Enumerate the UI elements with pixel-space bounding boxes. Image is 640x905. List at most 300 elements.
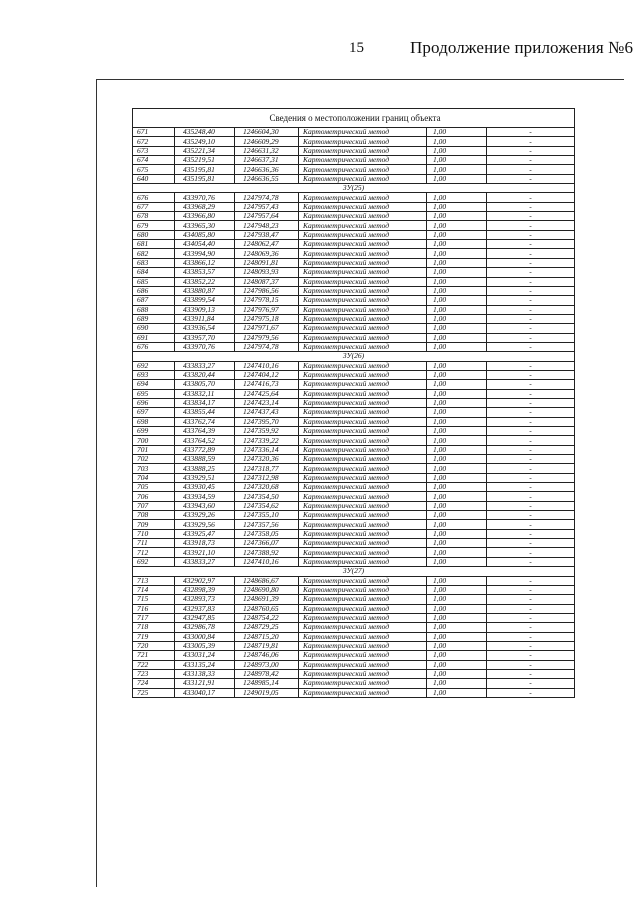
coordinate-y-cell: 1248093,93	[235, 268, 299, 277]
table-row	[133, 258, 575, 267]
point-number-cell: 715	[133, 595, 175, 604]
table-row	[133, 427, 575, 436]
precision-cell: 1,00	[427, 380, 487, 389]
table-row	[133, 128, 575, 137]
coordinate-y-cell: 1248729,25	[235, 623, 299, 632]
coordinate-x-cell: 434054,40	[175, 240, 235, 249]
precision-cell: 1,00	[427, 156, 487, 165]
coordinate-x-cell: 433880,87	[175, 286, 235, 295]
coordinate-y-cell: 1247423,14	[235, 398, 299, 407]
point-number-cell: 674	[133, 156, 175, 165]
precision-cell: 1,00	[427, 445, 487, 454]
point-number-cell: 689	[133, 314, 175, 323]
coordinate-y-cell: 1246604,30	[235, 128, 299, 137]
method-cell: Картометрический метод	[299, 296, 427, 305]
coordinate-x-cell: 433929,26	[175, 511, 235, 520]
precision-cell: 1,00	[427, 249, 487, 258]
method-cell: Картометрический метод	[299, 277, 427, 286]
description-cell: -	[487, 520, 575, 529]
description-cell: -	[487, 604, 575, 613]
point-number-cell: 680	[133, 230, 175, 239]
method-cell: Картометрический метод	[299, 679, 427, 688]
coordinate-y-cell: 1247339,22	[235, 436, 299, 445]
point-number-cell: 678	[133, 212, 175, 221]
point-number-cell: 694	[133, 380, 175, 389]
coordinate-y-cell: 1247974,78	[235, 193, 299, 202]
description-cell: -	[487, 679, 575, 688]
method-cell: Картометрический метод	[299, 520, 427, 529]
table-row	[133, 520, 575, 529]
description-cell: -	[487, 277, 575, 286]
point-number-cell: 640	[133, 174, 175, 183]
coordinate-y-cell: 1248973,00	[235, 660, 299, 669]
point-number-cell: 723	[133, 669, 175, 678]
coordinate-x-cell: 433834,17	[175, 398, 235, 407]
table-row	[133, 641, 575, 650]
coordinate-x-cell: 433833,27	[175, 557, 235, 566]
method-cell: Картометрический метод	[299, 557, 427, 566]
coordinate-x-cell: 432893,73	[175, 595, 235, 604]
table-row	[133, 268, 575, 277]
coordinate-x-cell: 432947,85	[175, 613, 235, 622]
table-row	[133, 473, 575, 482]
method-cell: Картометрический метод	[299, 548, 427, 557]
precision-cell: 1,00	[427, 511, 487, 520]
method-cell: Картометрический метод	[299, 156, 427, 165]
coordinate-x-cell: 433968,29	[175, 202, 235, 211]
table-row	[133, 408, 575, 417]
coordinate-y-cell: 1248091,81	[235, 258, 299, 267]
description-cell: -	[487, 408, 575, 417]
coordinate-y-cell: 1247358,05	[235, 529, 299, 538]
method-cell: Картометрический метод	[299, 595, 427, 604]
method-cell: Картометрический метод	[299, 389, 427, 398]
coordinate-y-cell: 1246636,36	[235, 165, 299, 174]
point-number-cell: 691	[133, 333, 175, 342]
coordinate-y-cell: 1248690,80	[235, 585, 299, 594]
coordinate-y-cell: 1247336,14	[235, 445, 299, 454]
coordinate-y-cell: 1247354,62	[235, 501, 299, 510]
description-cell: -	[487, 511, 575, 520]
section-label: 3У(25)	[133, 184, 575, 193]
table-row	[133, 286, 575, 295]
coordinate-y-cell: 1248719,81	[235, 641, 299, 650]
method-cell: Картометрический метод	[299, 660, 427, 669]
coordinate-x-cell: 433929,51	[175, 473, 235, 482]
point-number-cell: 714	[133, 585, 175, 594]
description-cell: -	[487, 669, 575, 678]
method-cell: Картометрический метод	[299, 473, 427, 482]
table-row	[133, 436, 575, 445]
appendix-title: Продолжение приложения №6	[410, 38, 634, 57]
coordinate-y-cell: 1247320,68	[235, 483, 299, 492]
method-cell: Картометрический метод	[299, 427, 427, 436]
coordinate-y-cell: 1248686,67	[235, 576, 299, 585]
table-row	[133, 557, 575, 566]
point-number-cell: 702	[133, 455, 175, 464]
description-cell: -	[487, 333, 575, 342]
method-cell: Картометрический метод	[299, 221, 427, 230]
method-cell: Картометрический метод	[299, 417, 427, 426]
table-row	[133, 277, 575, 286]
method-cell: Картометрический метод	[299, 669, 427, 678]
precision-cell: 1,00	[427, 483, 487, 492]
coordinate-x-cell: 433832,11	[175, 389, 235, 398]
table-row	[133, 492, 575, 501]
precision-cell: 1,00	[427, 361, 487, 370]
method-cell: Картометрический метод	[299, 240, 427, 249]
description-cell: -	[487, 539, 575, 548]
section-label: 3У(27)	[133, 567, 575, 576]
coordinate-y-cell: 1247320,36	[235, 455, 299, 464]
description-cell: -	[487, 193, 575, 202]
description-cell: -	[487, 156, 575, 165]
description-cell: -	[487, 268, 575, 277]
table-row	[133, 623, 575, 632]
point-number-cell: 707	[133, 501, 175, 510]
method-cell: Картометрический метод	[299, 333, 427, 342]
coordinate-x-cell: 433957,70	[175, 333, 235, 342]
point-number-cell: 696	[133, 398, 175, 407]
coordinate-y-cell: 1248746,06	[235, 651, 299, 660]
precision-cell: 1,00	[427, 539, 487, 548]
coordinate-y-cell: 1247975,18	[235, 314, 299, 323]
description-cell: -	[487, 641, 575, 650]
coordinate-y-cell: 1247978,15	[235, 296, 299, 305]
precision-cell: 1,00	[427, 370, 487, 379]
point-number-cell: 706	[133, 492, 175, 501]
point-number-cell: 719	[133, 632, 175, 641]
precision-cell: 1,00	[427, 342, 487, 351]
method-cell: Картометрический метод	[299, 641, 427, 650]
method-cell: Картометрический метод	[299, 464, 427, 473]
coordinate-y-cell: 1247404,12	[235, 370, 299, 379]
method-cell: Картометрический метод	[299, 146, 427, 155]
method-cell: Картометрический метод	[299, 305, 427, 314]
coordinate-y-cell: 1247437,43	[235, 408, 299, 417]
description-cell: -	[487, 230, 575, 239]
coordinate-x-cell: 433925,47	[175, 529, 235, 538]
point-number-cell: 698	[133, 417, 175, 426]
point-number-cell: 676	[133, 193, 175, 202]
coordinate-x-cell: 435195,81	[175, 174, 235, 183]
coordinate-x-cell: 433943,60	[175, 501, 235, 510]
table-row	[133, 165, 575, 174]
precision-cell: 1,00	[427, 417, 487, 426]
description-cell: -	[487, 501, 575, 510]
precision-cell: 1,00	[427, 585, 487, 594]
coordinate-y-cell: 1248760,65	[235, 604, 299, 613]
table-row	[133, 324, 575, 333]
coordinate-y-cell: 1247312,98	[235, 473, 299, 482]
coordinate-y-cell: 1248985,14	[235, 679, 299, 688]
precision-cell: 1,00	[427, 193, 487, 202]
precision-cell: 1,00	[427, 427, 487, 436]
table-row	[133, 529, 575, 538]
coordinate-x-cell: 433121,91	[175, 679, 235, 688]
precision-cell: 1,00	[427, 473, 487, 482]
description-cell: -	[487, 202, 575, 211]
precision-cell: 1,00	[427, 548, 487, 557]
table-row	[133, 370, 575, 379]
coordinate-y-cell: 1247354,50	[235, 492, 299, 501]
table-row	[133, 240, 575, 249]
precision-cell: 1,00	[427, 632, 487, 641]
coordinate-x-cell: 432986,78	[175, 623, 235, 632]
method-cell: Картометрический метод	[299, 165, 427, 174]
table-row	[133, 333, 575, 342]
method-cell: Картометрический метод	[299, 314, 427, 323]
method-cell: Картометрический метод	[299, 408, 427, 417]
description-cell: -	[487, 576, 575, 585]
point-number-cell: 693	[133, 370, 175, 379]
table-row	[133, 511, 575, 520]
point-number-cell: 717	[133, 613, 175, 622]
coordinate-y-cell: 1248062,47	[235, 240, 299, 249]
description-cell: -	[487, 249, 575, 258]
method-cell: Картометрический метод	[299, 137, 427, 146]
section-row	[133, 184, 575, 193]
description-cell: -	[487, 455, 575, 464]
precision-cell: 1,00	[427, 455, 487, 464]
method-cell: Картометрический метод	[299, 249, 427, 258]
section-row	[133, 567, 575, 576]
point-number-cell: 677	[133, 202, 175, 211]
precision-cell: 1,00	[427, 277, 487, 286]
description-cell: -	[487, 286, 575, 295]
precision-cell: 1,00	[427, 408, 487, 417]
point-number-cell: 721	[133, 651, 175, 660]
method-cell: Картометрический метод	[299, 398, 427, 407]
table-row	[133, 296, 575, 305]
description-cell: -	[487, 492, 575, 501]
description-cell: -	[487, 380, 575, 389]
table-row	[133, 398, 575, 407]
coordinate-x-cell: 433040,17	[175, 688, 235, 697]
point-number-cell: 687	[133, 296, 175, 305]
description-cell: -	[487, 417, 575, 426]
method-cell: Картометрический метод	[299, 651, 427, 660]
coordinate-x-cell: 433970,76	[175, 342, 235, 351]
precision-cell: 1,00	[427, 557, 487, 566]
precision-cell: 1,00	[427, 128, 487, 137]
coordinate-y-cell: 1246631,32	[235, 146, 299, 155]
coordinate-x-cell: 433994,90	[175, 249, 235, 258]
point-number-cell: 685	[133, 277, 175, 286]
table-row	[133, 679, 575, 688]
precision-cell: 1,00	[427, 296, 487, 305]
table-row	[133, 212, 575, 221]
coordinate-x-cell: 433930,45	[175, 483, 235, 492]
description-cell: -	[487, 240, 575, 249]
method-cell: Картометрический метод	[299, 539, 427, 548]
precision-cell: 1,00	[427, 651, 487, 660]
description-cell: -	[487, 483, 575, 492]
point-number-cell: 688	[133, 305, 175, 314]
coordinate-y-cell: 1247957,64	[235, 212, 299, 221]
method-cell: Картометрический метод	[299, 212, 427, 221]
coordinate-y-cell: 1247357,56	[235, 520, 299, 529]
point-number-cell: 716	[133, 604, 175, 613]
description-cell: -	[487, 557, 575, 566]
table-row	[133, 539, 575, 548]
method-cell: Картометрический метод	[299, 632, 427, 641]
coordinate-y-cell: 1248754,22	[235, 613, 299, 622]
coordinate-x-cell: 432898,39	[175, 585, 235, 594]
description-cell: -	[487, 436, 575, 445]
method-cell: Картометрический метод	[299, 613, 427, 622]
table-row	[133, 501, 575, 510]
coordinate-y-cell: 1249019,05	[235, 688, 299, 697]
coordinate-x-cell: 433764,52	[175, 436, 235, 445]
coordinate-y-cell: 1246609,29	[235, 137, 299, 146]
method-cell: Картометрический метод	[299, 455, 427, 464]
description-cell: -	[487, 370, 575, 379]
table-row	[133, 483, 575, 492]
precision-cell: 1,00	[427, 464, 487, 473]
boundary-coordinates-table	[132, 108, 575, 698]
description-cell: -	[487, 212, 575, 221]
coordinate-y-cell: 1247410,16	[235, 361, 299, 370]
description-cell: -	[487, 128, 575, 137]
method-cell: Картометрический метод	[299, 585, 427, 594]
description-cell: -	[487, 258, 575, 267]
point-number-cell: 710	[133, 529, 175, 538]
method-cell: Картометрический метод	[299, 324, 427, 333]
table-row	[133, 576, 575, 585]
coordinate-x-cell: 433918,73	[175, 539, 235, 548]
table-row	[133, 464, 575, 473]
method-cell: Картометрический метод	[299, 492, 427, 501]
method-cell: Картометрический метод	[299, 370, 427, 379]
description-cell: -	[487, 296, 575, 305]
coordinate-x-cell: 433138,33	[175, 669, 235, 678]
description-cell: -	[487, 660, 575, 669]
table-title-row	[133, 109, 575, 128]
coordinate-y-cell: 1247986,56	[235, 286, 299, 295]
coordinate-x-cell: 433929,56	[175, 520, 235, 529]
point-number-cell: 671	[133, 128, 175, 137]
coordinate-y-cell: 1247318,77	[235, 464, 299, 473]
coordinate-y-cell: 1247974,78	[235, 342, 299, 351]
method-cell: Картометрический метод	[299, 483, 427, 492]
precision-cell: 1,00	[427, 679, 487, 688]
coordinate-x-cell: 432937,83	[175, 604, 235, 613]
description-cell: -	[487, 595, 575, 604]
coordinate-y-cell: 1247425,64	[235, 389, 299, 398]
coordinate-x-cell: 435221,34	[175, 146, 235, 155]
coordinate-x-cell: 433031,24	[175, 651, 235, 660]
table-body	[133, 128, 575, 698]
point-number-cell: 679	[133, 221, 175, 230]
coordinate-y-cell: 1248069,36	[235, 249, 299, 258]
coordinate-x-cell: 433005,39	[175, 641, 235, 650]
point-number-cell: 724	[133, 679, 175, 688]
precision-cell: 1,00	[427, 623, 487, 632]
precision-cell: 1,00	[427, 230, 487, 239]
method-cell: Картометрический метод	[299, 576, 427, 585]
precision-cell: 1,00	[427, 314, 487, 323]
description-cell: -	[487, 473, 575, 482]
description-cell: -	[487, 314, 575, 323]
coordinate-x-cell: 433764,39	[175, 427, 235, 436]
coordinate-x-cell: 433852,22	[175, 277, 235, 286]
description-cell: -	[487, 324, 575, 333]
description-cell: -	[487, 529, 575, 538]
coordinate-x-cell: 435195,81	[175, 165, 235, 174]
table-row	[133, 221, 575, 230]
description-cell: -	[487, 165, 575, 174]
point-number-cell: 692	[133, 361, 175, 370]
precision-cell: 1,00	[427, 492, 487, 501]
point-number-cell: 675	[133, 165, 175, 174]
precision-cell: 1,00	[427, 576, 487, 585]
point-number-cell: 709	[133, 520, 175, 529]
table-row	[133, 314, 575, 323]
coordinate-y-cell: 1247979,56	[235, 333, 299, 342]
coordinate-y-cell: 1246637,31	[235, 156, 299, 165]
point-number-cell: 692	[133, 557, 175, 566]
point-number-cell: 690	[133, 324, 175, 333]
description-cell: -	[487, 342, 575, 351]
method-cell: Картометрический метод	[299, 380, 427, 389]
method-cell: Картометрический метод	[299, 511, 427, 520]
method-cell: Картометрический метод	[299, 604, 427, 613]
method-cell: Картометрический метод	[299, 342, 427, 351]
coordinate-y-cell: 1248691,39	[235, 595, 299, 604]
description-cell: -	[487, 585, 575, 594]
method-cell: Картометрический метод	[299, 202, 427, 211]
precision-cell: 1,00	[427, 212, 487, 221]
coordinate-y-cell: 1247359,92	[235, 427, 299, 436]
coordinate-x-cell: 433966,80	[175, 212, 235, 221]
description-cell: -	[487, 632, 575, 641]
precision-cell: 1,00	[427, 669, 487, 678]
point-number-cell: 695	[133, 389, 175, 398]
coordinate-x-cell: 433000,84	[175, 632, 235, 641]
description-cell: -	[487, 398, 575, 407]
description-cell: -	[487, 623, 575, 632]
description-cell: -	[487, 651, 575, 660]
precision-cell: 1,00	[427, 305, 487, 314]
point-number-cell: 673	[133, 146, 175, 155]
coordinate-x-cell: 433911,84	[175, 314, 235, 323]
coordinate-y-cell: 1247388,92	[235, 548, 299, 557]
table-row	[133, 445, 575, 454]
point-number-cell: 703	[133, 464, 175, 473]
table-row	[133, 417, 575, 426]
coordinate-x-cell: 433936,54	[175, 324, 235, 333]
coordinate-y-cell: 1248715,20	[235, 632, 299, 641]
method-cell: Картометрический метод	[299, 193, 427, 202]
table-row	[133, 249, 575, 258]
coordinate-y-cell: 1247957,43	[235, 202, 299, 211]
coordinate-x-cell: 433899,54	[175, 296, 235, 305]
point-number-cell: 720	[133, 641, 175, 650]
coordinate-y-cell: 1248978,42	[235, 669, 299, 678]
method-cell: Картометрический метод	[299, 445, 427, 454]
point-number-cell: 722	[133, 660, 175, 669]
coordinate-y-cell: 1246636,55	[235, 174, 299, 183]
point-number-cell: 705	[133, 483, 175, 492]
precision-cell: 1,00	[427, 501, 487, 510]
precision-cell: 1,00	[427, 286, 487, 295]
coordinate-x-cell: 433965,30	[175, 221, 235, 230]
description-cell: -	[487, 361, 575, 370]
table-row	[133, 455, 575, 464]
table-row	[133, 595, 575, 604]
coordinate-y-cell: 1248087,37	[235, 277, 299, 286]
